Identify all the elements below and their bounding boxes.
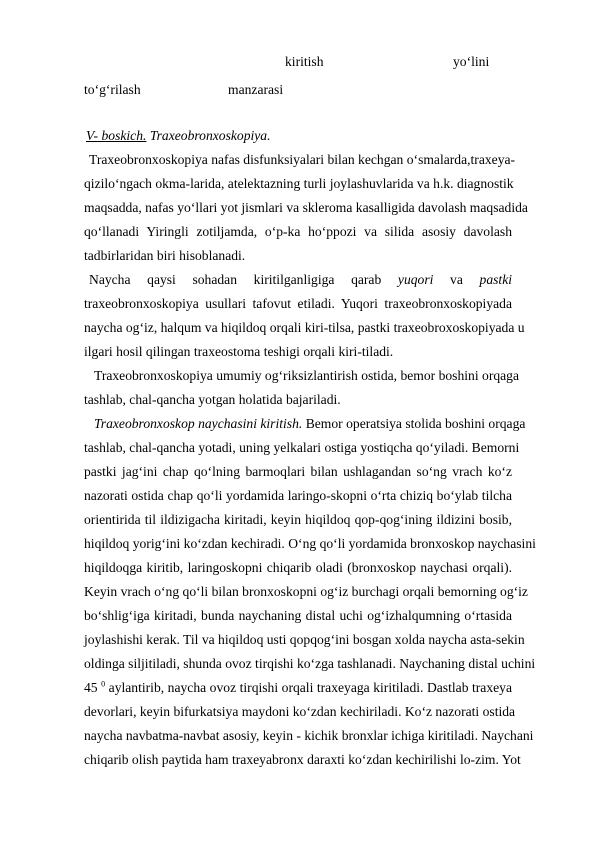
text-line [89,271,512,289]
text-span: Naycha qaysi sohadan kiritilganligiga qarab [89,272,382,287]
degree-superscript: 0 [101,679,106,689]
section-title: Traxeobronxoskopiya. [149,128,271,143]
text-line: ilgari hosil qilingan traxeostoma teshigi orqali kiri-tiladi. [84,344,394,359]
header-yolini: yo‘lini [453,54,490,69]
text-italic-yuqori: yuqori [397,272,434,287]
header-kiritish: kiritish [285,54,324,69]
text-italic-pastki: pastki [479,272,513,287]
text-span: va [450,272,463,287]
text-line: traxeobronxoskopiya usullari tafovut etiladi. Yuqori traxeobronxoskopiyada [84,296,512,311]
angle-value: 45 [84,680,98,695]
section-heading [86,127,271,145]
text-line: oldinga siljitiladi, shunda ovoz tirqishi ko‘zga tashlanadi. Naychaning distal uchini [84,656,536,671]
text-span: Bemor operatsiya stolida boshini orqaga [305,416,526,431]
text-line [84,679,512,697]
text-span: aylantirib, naycha ovoz tirqishi orqali traxeyaga kiritiladi. Dastlab traxeya [108,680,513,695]
text-line: hiqildoqga kiritib, laringoskopni chiqarib oladi (bronxoskop naychasi orqali). [84,560,512,575]
text-line: Keyin vrach o‘ng qo‘li bilan bronxoskopni og‘iz burchagi orqali bemorning og‘iz [84,584,528,599]
text-line: pastki jag‘ini chap qo‘lning barmoqlari bilan ushlagandan so‘ng vrach ko‘z [84,464,512,479]
text-line: hiqildoq yorig‘ini ko‘zdan kechiradi. O‘ng qo‘li yordamida bronxoskop naychasini [84,536,536,551]
text-line: maqsadda, nafas yo‘llari yot jismlari va skleroma kasalligida davolash maqsadida [84,200,528,215]
text-line: chiqarib olish paytida ham traxeyabronx daraxti ko‘zdan kechirilishi lo-zim. Yot [84,752,521,767]
text-line: tashlab, chal-qancha yotgan holatida bajariladi. [84,392,341,407]
text-line: joylashishi kerak. Til va hiqildoq usti qopqog‘ini bosgan xolda naycha asta-sekin [84,632,525,647]
header-manzarasi: manzarasi [228,82,284,97]
text-line [94,415,526,433]
header-togrilash: to‘g‘rilash [84,82,141,97]
section-label: V- boskich. [86,128,147,143]
text-line: bo‘shlig‘iga kiritadi, bunda naychaning distal uchi og‘izhalqumning o‘rtasida [84,608,512,623]
text-line: tashlab, chal-qancha yotadi, uning yelkalari ostiga yostiqcha qo‘yiladi. Bemorni [84,440,520,455]
text-line: Traxeobronxoskopiya umumiy og‘riksizlantirish ostida, bemor boshini orqaga [94,368,520,383]
text-line: naycha navbatma-navbat asosiy, keyin - kichik bronxlar ichiga kiritiladi. Naychani [84,728,534,743]
text-line: Traxeobronxoskopiya nafas disfunksiyalari bilan kechgan o‘smalarda,traxeya- [89,152,516,167]
text-line: tadbirlaridan biri hisoblanadi. [84,248,246,263]
text-line: devorlari, keyin bifurkatsiya maydoni ko‘zdan kechiriladi. Ko‘z nazorati ostida [84,704,516,719]
text-italic-heading: Traxeobronxoskop naychasini kiritish. [94,416,303,431]
text-line: nazorati ostida chap qo‘li yordamida laringo-skopni o‘rta chiziq bo‘ylab tilcha [84,488,512,503]
text-line: naycha og‘iz, halqum va hiqildoq orqali kiri-tilsa, pastki traxeobroxoskopiyada u [84,320,525,335]
text-line: qo‘llanadi Yiringli zotiljamda, o‘p-ka ho‘ppozi va silida asosiy davolash [84,224,512,239]
text-line: orientirida til ildizigacha kiritadi, keyin hiqildoq qop-qog‘ining ildizini bosib, [84,512,512,527]
text-line: qizilo‘ngach okma-larida, atelektazning turli joylashuvlarida va h.k. diagnostik [84,176,514,191]
